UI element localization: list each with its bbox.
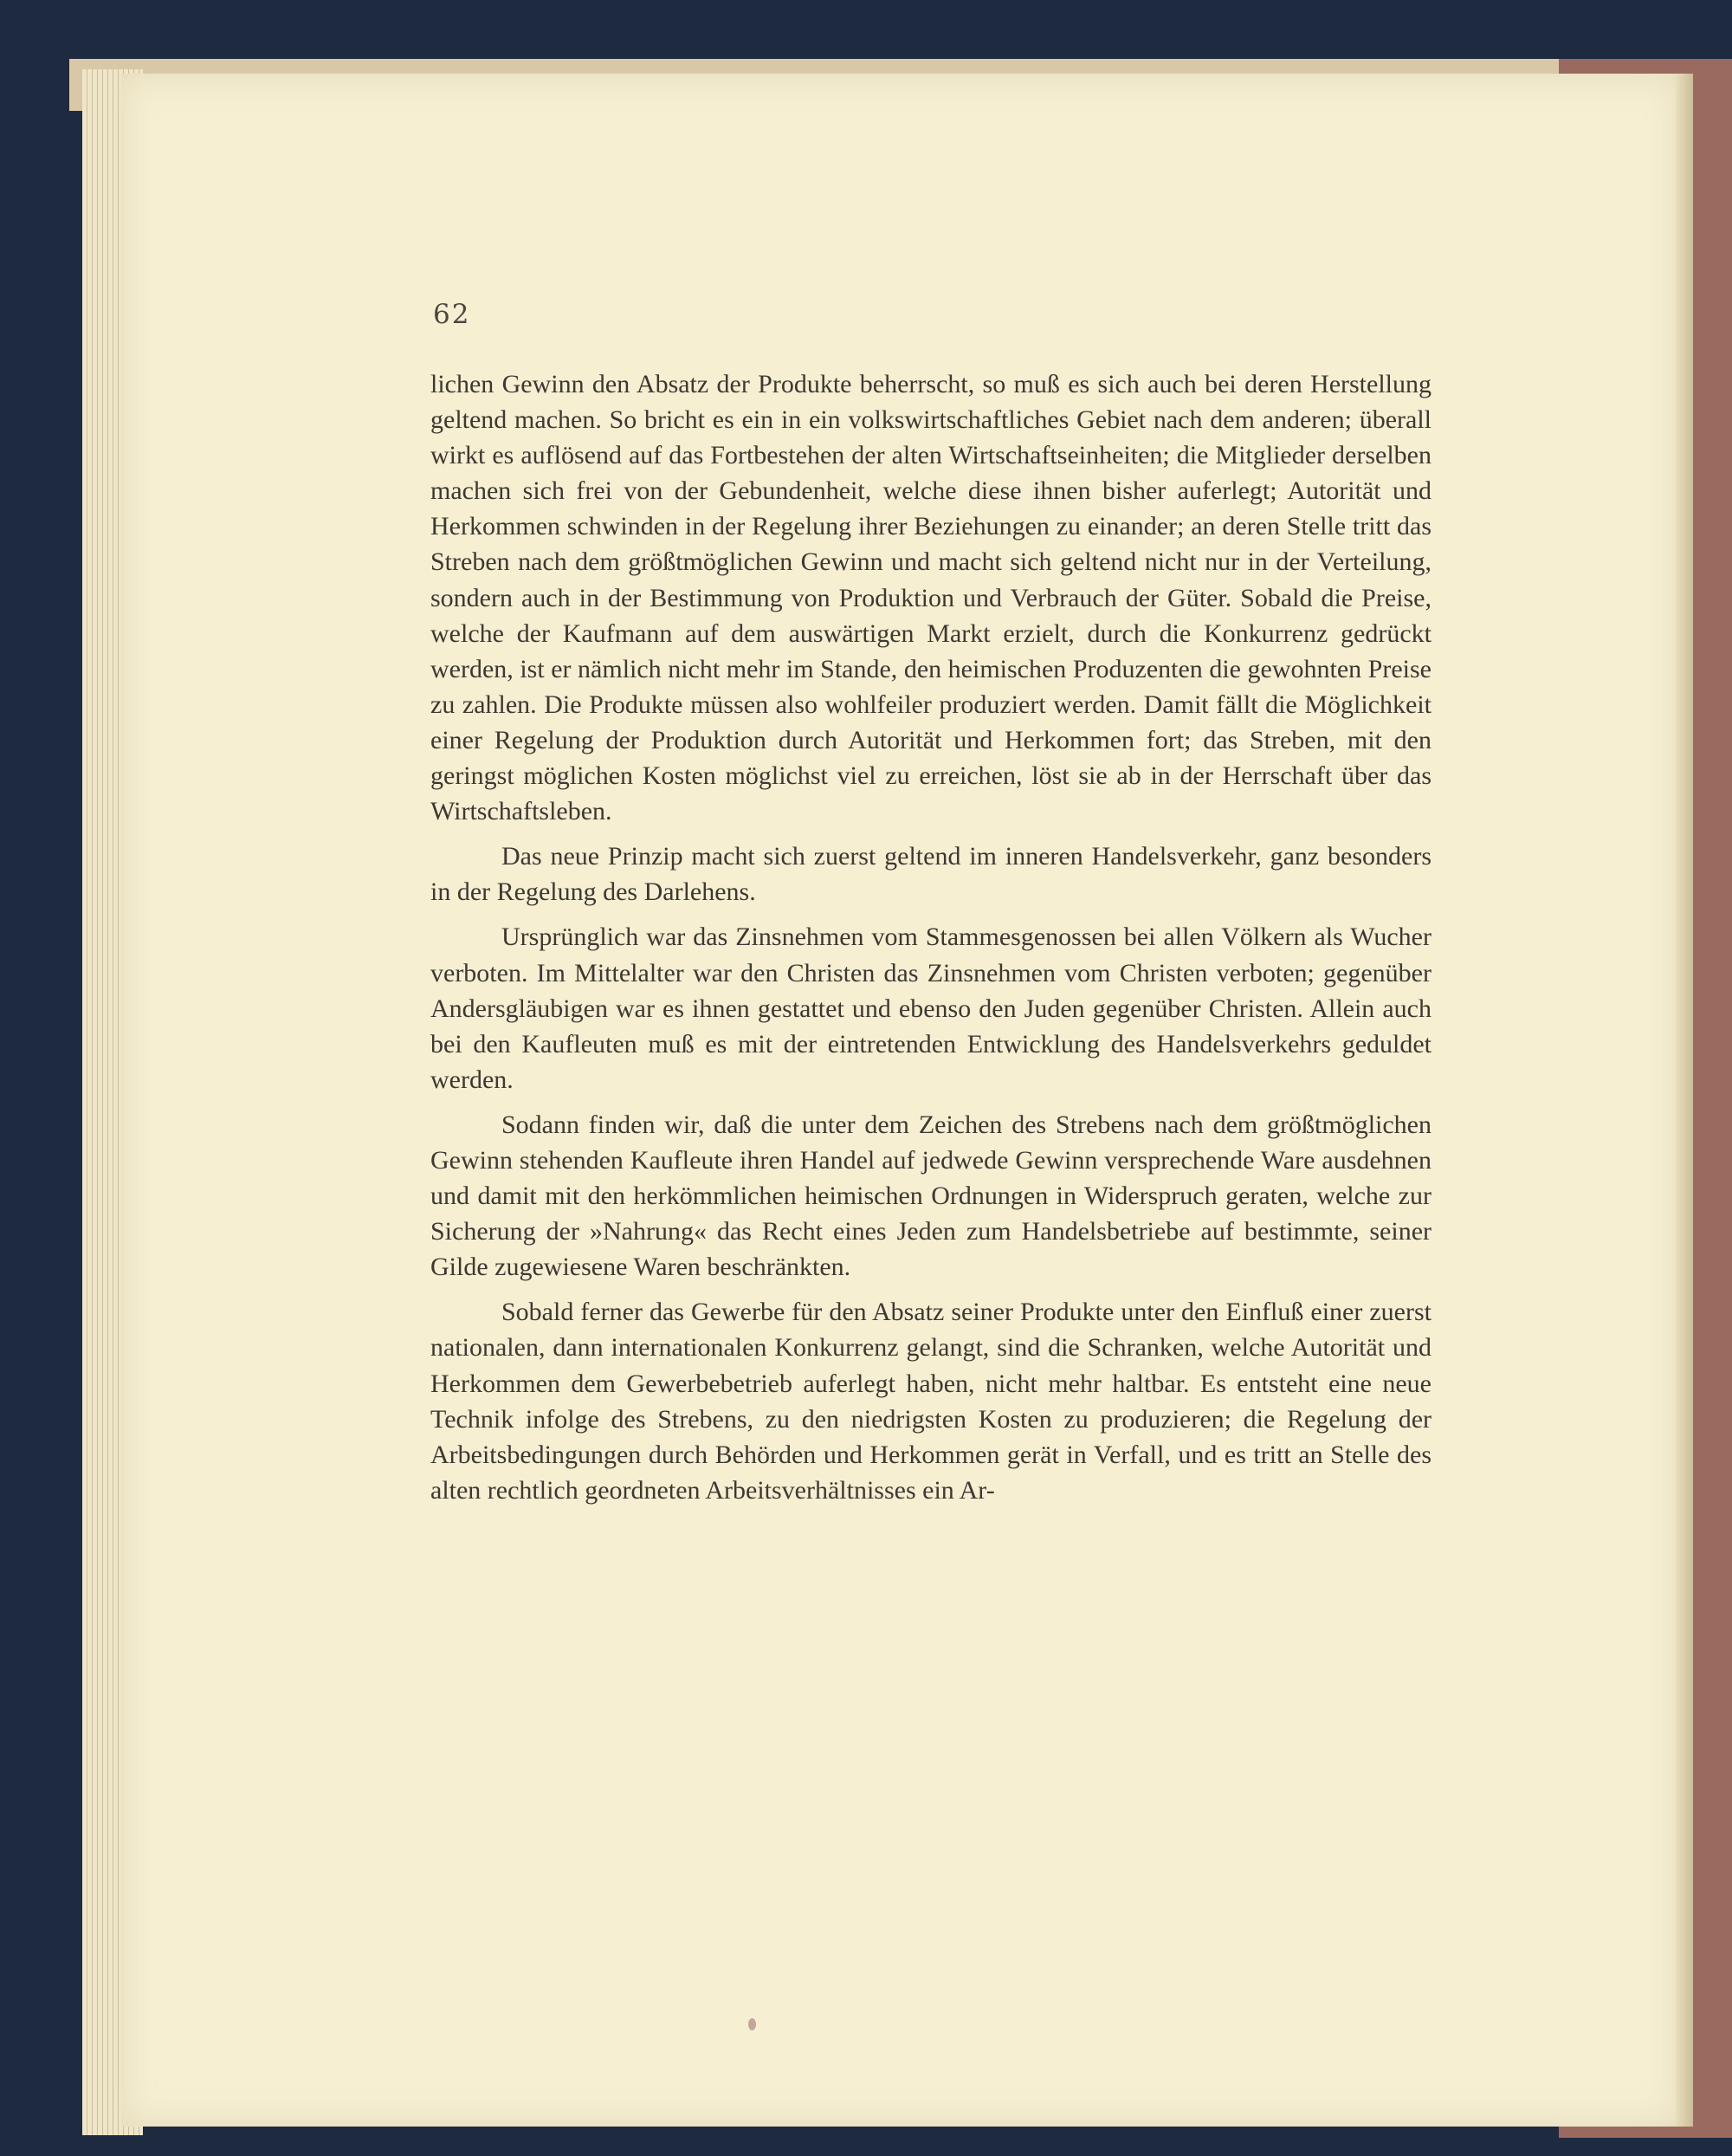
paragraph-3: Ursprünglich war das Zinsnehmen vom Stammesgenossen bei allen Völkern als Wucher verboten. Im Mittelalter war den Christen das Zinsnehmen vom Christen verboten; gegenüber Andersgläubigen war es ihnen gestattet und ebenso den Juden gegenüber Christen. Allein auch bei den Kaufleuten muß es mit der eintretenden Entwicklung des Handelsverkehrs geduldet werden. (430, 923, 1431, 1094)
paragraph-2: Das neue Prinzip macht sich zuerst geltend im inneren Handelsverkehr, ganz besonders in der Regelung des Darlehens. (430, 842, 1431, 907)
paragraph-1: lichen Gewinn den Absatz der Produkte beherrscht, so muß es sich auch bei deren Herstellung geltend machen. So bricht es ein in ein volkswirtschaftliches Gebiet nach dem anderen; überall wirkt es auflösend auf das Fortbestehen der alten Wirtschaftseinheiten; die Mitglieder derselben machen sich frei von der Gebundenheit, welche diese ihnen bisher auferlegt; Autorität und Herkommen schwinden in der Regelung ihrer Beziehungen zu einander; an deren Stelle tritt das Streben nach dem größtmöglichen Gewinn und macht sich geltend nicht nur in der Verteilung, sondern auch in der Bestimmung von Produktion und Verbrauch der Güter. Sobald die Preise, welche der Kaufmann auf dem auswärtigen Markt erzielt, durch die Konkurrenz gedrückt werden, ist er nämlich nicht mehr im Stande, den heimischen Produzenten die gewohnten Preise zu zahlen. Die Produkte müssen also wohlfeiler produziert werden. Damit fällt die Möglichkeit einer Regelung der Produktion durch Autorität und Herkommen fort; das Streben, mit den geringst möglichen Kosten möglichst viel zu erreichen, löst sie ab in der Herrschaft über das Wirtschaftsleben. (430, 370, 1431, 826)
paragraph-4: Sodann finden wir, daß die unter dem Zeichen des Strebens nach dem größtmöglichen Gewinn stehenden Kaufleute ihren Handel auf jedwede Gewinn versprechende Ware ausdehnen und damit mit den herkömmlichen heimischen Ordnungen in Widerspruch geraten, welche zur Sicherung der »Nahrung« das Recht eines Jeden zum Handelsbetriebe auf bestimmte, seiner Gilde zugewiesene Waren beschränkten. (430, 1110, 1431, 1282)
page-number: 62 (433, 299, 471, 330)
paragraph-5: Sobald ferner das Gewerbe für den Absatz seiner Produkte unter den Einfluß einer zuerst nationalen, dann internationalen Konkurrenz gelangt, sind die Schranken, welche Autorität und Herkommen dem Gewerbebetrieb auferlegt haben, nicht mehr haltbar. Es entsteht eine neue Technik infolge des Strebens, zu den niedrigsten Kosten zu produzieren; die Regelung der Arbeitsbedingungen durch Behörden und Herkommen gerät in Verfall, und es tritt an Stelle des alten rechtlich geordneten Arbeitsverhältnisses ein Ar- (430, 1298, 1431, 1505)
page-right-edge (1676, 74, 1693, 2127)
ink-smudge (748, 2018, 756, 2030)
body-text (430, 366, 1431, 1518)
